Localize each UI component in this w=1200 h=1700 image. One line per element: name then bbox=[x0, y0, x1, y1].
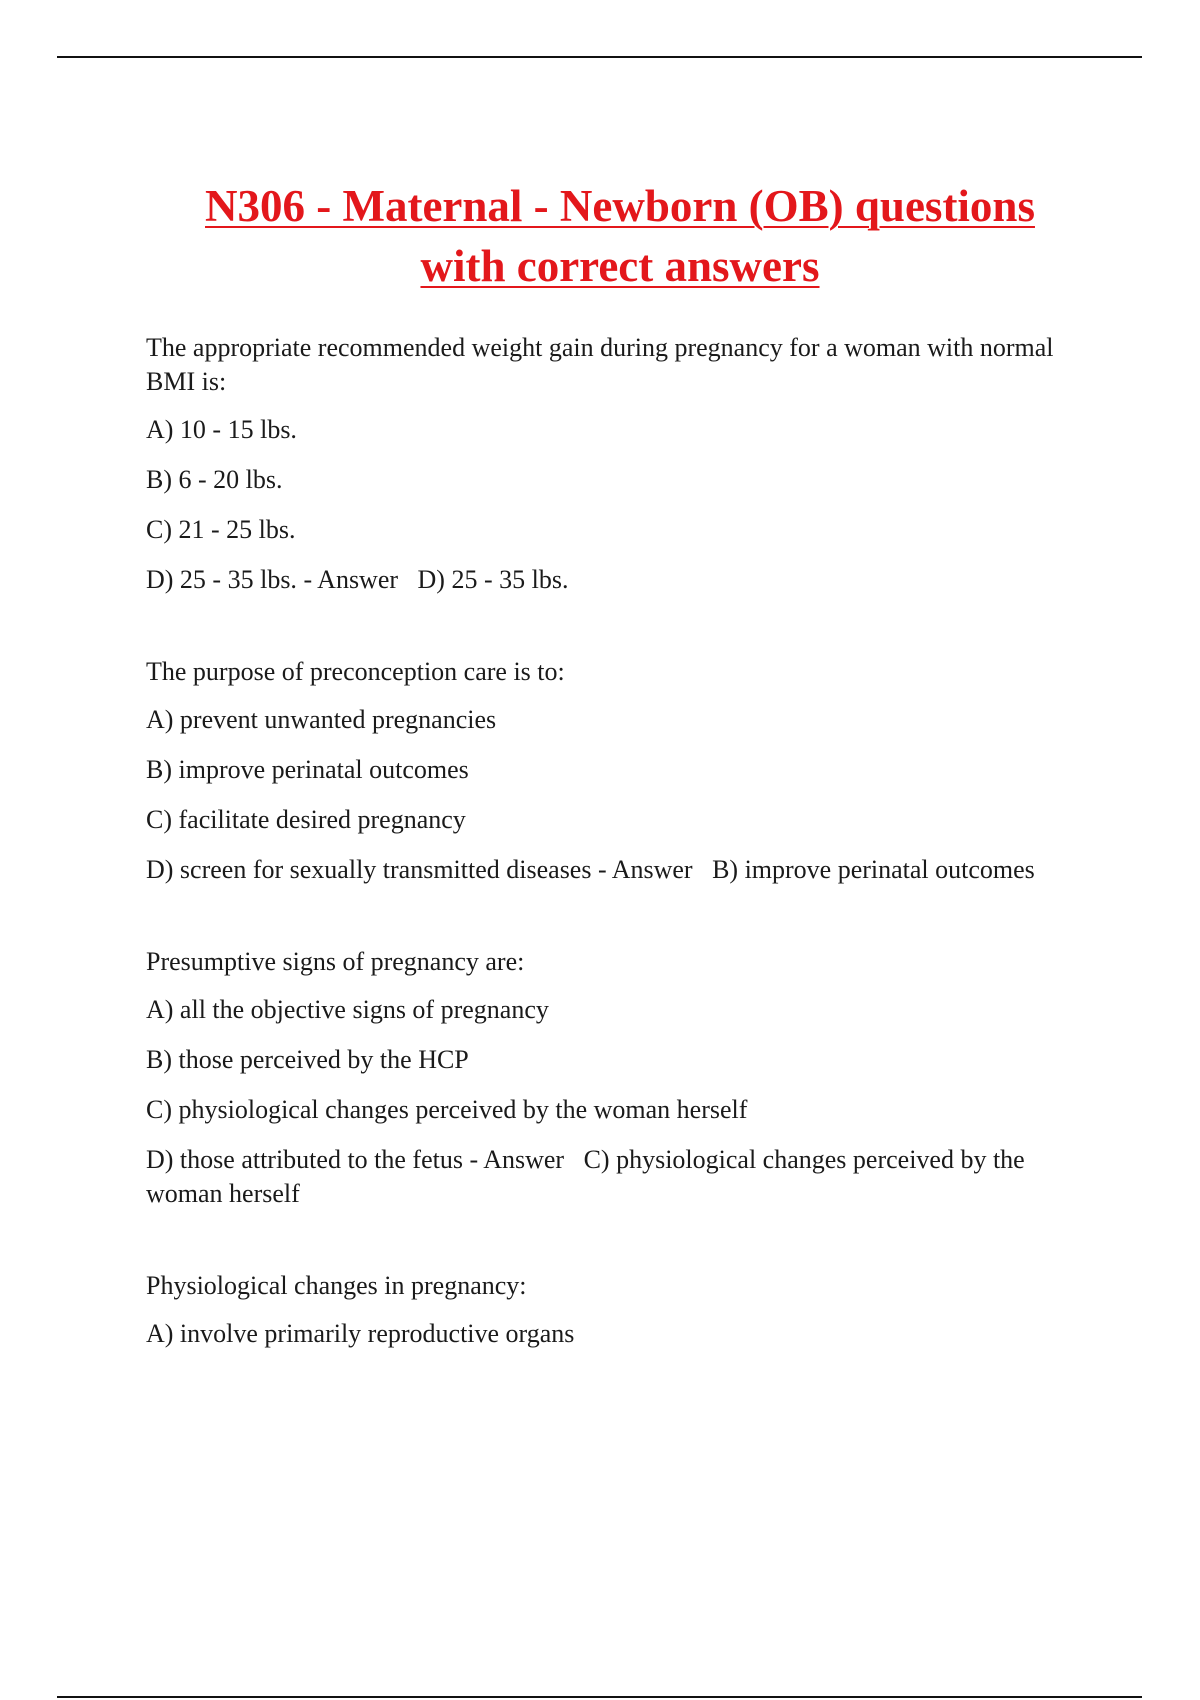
question-2 bbox=[146, 655, 1086, 887]
question-text: The purpose of preconception care is to: bbox=[146, 657, 565, 686]
question-text: Presumptive signs of pregnancy are: bbox=[146, 947, 525, 976]
title-line-2: with correct answers bbox=[420, 241, 820, 292]
option-b: B) 6 - 20 lbs. bbox=[146, 465, 283, 494]
answer-label: - Answer bbox=[469, 1145, 565, 1174]
option-c: C) physiological changes perceived by the woman herself bbox=[146, 1095, 748, 1124]
correct-answer: C) physiological changes perceived by the woman herself bbox=[146, 1145, 1025, 1208]
footer-rule bbox=[57, 1696, 1142, 1698]
correct-answer: D) 25 - 35 lbs. bbox=[417, 565, 569, 594]
answer-label: - Answer bbox=[303, 565, 399, 594]
title-line-1: N306 - Maternal - Newborn (OB) questions bbox=[205, 181, 1035, 232]
option-a: A) involve primarily reproductive organs bbox=[146, 1319, 575, 1348]
question-text: The appropriate recommended weight gain during pregnancy for a woman with normal BMI is: bbox=[146, 333, 1054, 396]
option-d-with-answer bbox=[146, 1143, 1086, 1211]
option-d: D) screen for sexually transmitted diseases bbox=[146, 855, 592, 884]
option-a: A) all the objective signs of pregnancy bbox=[146, 995, 549, 1024]
option-c: C) 21 - 25 lbs. bbox=[146, 515, 296, 544]
option-d: D) those attributed to the fetus bbox=[146, 1145, 463, 1174]
answer-label: - Answer bbox=[597, 855, 693, 884]
option-a: A) 10 - 15 lbs. bbox=[146, 415, 297, 444]
question-3 bbox=[146, 945, 1086, 1211]
document-title bbox=[110, 176, 1130, 296]
question-4 bbox=[146, 1269, 1086, 1351]
header-rule bbox=[57, 56, 1142, 58]
correct-answer: B) improve perinatal outcomes bbox=[712, 855, 1035, 884]
option-d-with-answer bbox=[146, 563, 1086, 597]
option-b: B) those perceived by the HCP bbox=[146, 1045, 469, 1074]
option-b: B) improve perinatal outcomes bbox=[146, 755, 469, 784]
option-d-with-answer bbox=[146, 853, 1086, 887]
option-c: C) facilitate desired pregnancy bbox=[146, 805, 466, 834]
question-1 bbox=[146, 331, 1086, 597]
question-list bbox=[146, 331, 1086, 1409]
option-a: A) prevent unwanted pregnancies bbox=[146, 705, 497, 734]
question-text: Physiological changes in pregnancy: bbox=[146, 1271, 527, 1300]
option-d: D) 25 - 35 lbs. bbox=[146, 565, 297, 594]
